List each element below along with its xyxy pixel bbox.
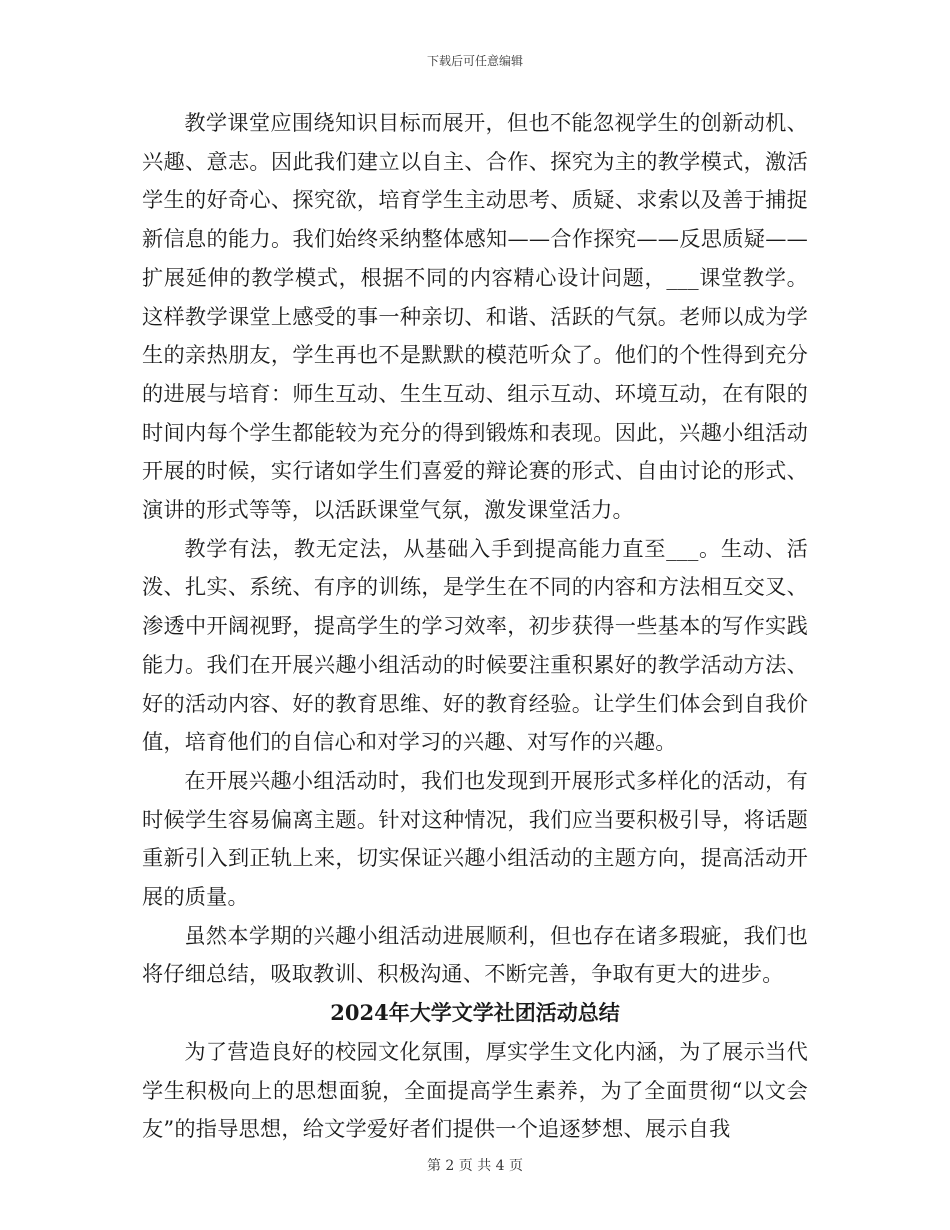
paragraph-2: 教学有法，教无定法，从基础入手到提高能力直至___。生动、活泼、扎实、系统、有序的训练，是学生在不同的内容和方法相互交叉、渗透中开阔视野，提高学生的学习效率，初步获得一些基本的写作实践能力。我们在开展兴趣小组活动的时候要注重积累好的教学活动方法、好的活动内容、好的教育思维、好的教育经验。让学生们体会到自我价值，培育他们的自信心和对学习的兴趣、对写作的兴趣。 [142, 535, 808, 755]
page-footer: 第 2 页 共 4 页 [426, 1158, 524, 1174]
paragraph-3: 在开展兴趣小组活动时，我们也发现到开展形式多样化的活动，有时候学生容易偏离主题。针对这种情况，我们应当要积极引导，将话题重新引入到正轨上来，切实保证兴趣小组活动的主题方向，提高活动开展的质量。 [142, 767, 808, 910]
page-header: 下载后可任意编辑 [426, 54, 523, 68]
paragraph-1: 教学课堂应围绕知识目标而展开，但也不能忽视学生的创新动机、兴趣、意志。因此我们建立以自主、合作、探究为主的教学模式，激活学生的好奇心、探究欲，培育学生主动思考、质疑、求索以及善于捕捉新信息的能力。我们始终采纳整体感知——合作探究——反思质疑——扩展延伸的教学模式，根据不同的内容精心设计问题，___课堂教学。这样教学课堂上感受的事一种亲切、和谐、活跃的气氛。老师以成为学生的亲热朋友，学生再也不是默默的模范听众了。他们的个性得到充分的进展与培育：师生互动、生生互动、组示互动、环境互动，在有限的时间内每个学生都能较为充分的得到锻炼和表现。因此，兴趣小组活动开展的时候，实行诸如学生们喜爱的辩论赛的形式、自由讨论的形式、演讲的形式等等，以活跃课堂气氛，激发课堂活力。 [142, 110, 808, 523]
paragraph-4: 虽然本学期的兴趣小组活动进展顺利，但也存在诸多瑕疵，我们也将仔细总结，吸取教训、积极沟通、不断完善，争取有更大的进步。 [142, 922, 808, 987]
section-paragraph: 为了营造良好的校园文化氛围，厚实学生文化内涵，为了展示当代学生积极向上的思想面貌，全面提高学生素养，为了全面贯彻“以文会友”的指导思想，给文学爱好者们提供一个追逐梦想、展示自我 [142, 1038, 808, 1142]
document-body [142, 104, 808, 1149]
section-title: 2024年大学文学社团活动总结 [330, 1000, 620, 1026]
